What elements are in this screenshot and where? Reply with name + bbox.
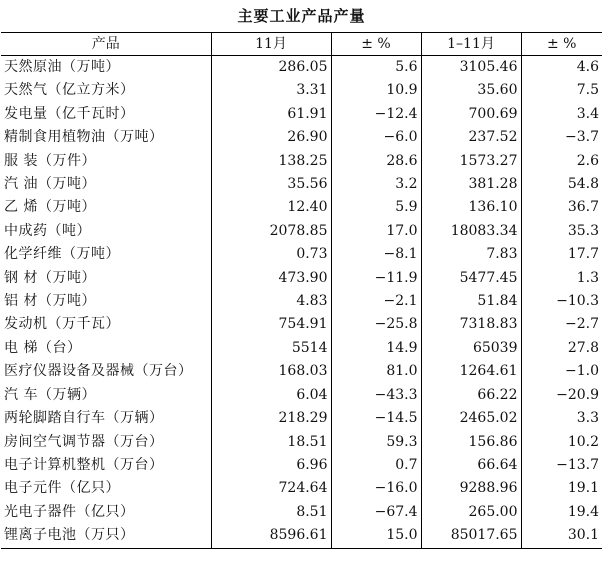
cumulative-value-cell: 9288.96 — [421, 477, 521, 500]
product-name-cell: 汽 油（万吨） — [4, 176, 96, 193]
month-change-cell: −67.4 — [331, 501, 421, 524]
cumulative-change-cell: 17.7 — [521, 243, 602, 266]
month-change-cell: 5.9 — [331, 196, 421, 219]
cumulative-value-cell: 7318.83 — [421, 313, 521, 336]
product-name-cell: 天然气（亿立方米） — [4, 82, 135, 99]
cumulative-change-cell: 1.3 — [521, 267, 602, 290]
table-row — [1, 126, 602, 149]
product-name-cell: 电 梯（台） — [4, 339, 82, 356]
cumulative-value-cell: 51.84 — [421, 290, 521, 313]
month-change-cell: 59.3 — [331, 431, 421, 454]
cumulative-value-cell: 66.64 — [421, 454, 521, 477]
product-name-cell: 发电量（亿千瓦时） — [4, 105, 135, 122]
cumulative-value-cell: 381.28 — [421, 173, 521, 196]
table-row — [1, 431, 602, 454]
month-value-cell: 8.51 — [211, 501, 331, 524]
cumulative-value-cell: 1573.27 — [421, 150, 521, 173]
month-value-cell: 8596.61 — [211, 524, 331, 548]
month-value-cell: 3.31 — [211, 79, 331, 102]
cumulative-value-cell: 5477.45 — [421, 267, 521, 290]
header-product: 产品 — [1, 33, 211, 56]
product-name-cell: 电子计算机整机（万台） — [4, 456, 164, 473]
product-name-cell: 两轮脚踏自行车（万辆） — [4, 410, 164, 427]
cumulative-change-cell: −10.3 — [521, 290, 602, 313]
month-change-cell: −12.4 — [331, 103, 421, 126]
table-row — [1, 384, 602, 407]
header-row — [1, 33, 602, 56]
month-change-cell: 10.9 — [331, 79, 421, 102]
cumulative-change-cell: 2.6 — [521, 150, 602, 173]
month-change-cell: −6.0 — [331, 126, 421, 149]
table-row — [1, 243, 602, 266]
month-value-cell: 286.05 — [211, 56, 331, 80]
month-value-cell: 6.04 — [211, 384, 331, 407]
table-row — [1, 477, 602, 500]
month-value-cell: 5514 — [211, 337, 331, 360]
month-value-cell: 724.64 — [211, 477, 331, 500]
cumulative-change-cell: 4.6 — [521, 56, 602, 80]
cumulative-change-cell: 7.5 — [521, 79, 602, 102]
product-name-cell: 钢 材（万吨） — [4, 269, 96, 286]
product-name-cell: 光电子器件（亿只） — [4, 503, 135, 520]
cumulative-change-cell: 54.8 — [521, 173, 602, 196]
table-row — [1, 290, 602, 313]
product-name-cell: 精制食用植物油（万吨） — [4, 129, 164, 146]
cumulative-change-cell: 36.7 — [521, 196, 602, 219]
production-table — [1, 32, 602, 549]
header-month-pct: ± % — [331, 33, 421, 56]
table-row — [1, 103, 602, 126]
month-change-cell: 17.0 — [331, 220, 421, 243]
product-name-cell: 电子元件（亿只） — [4, 480, 120, 497]
month-value-cell: 138.25 — [211, 150, 331, 173]
cumulative-value-cell: 156.86 — [421, 431, 521, 454]
product-name-cell: 汽 车（万辆） — [4, 386, 96, 403]
cumulative-value-cell: 1264.61 — [421, 360, 521, 383]
cumulative-change-cell: 10.2 — [521, 431, 602, 454]
cumulative-change-cell: 27.8 — [521, 337, 602, 360]
table-row — [1, 337, 602, 360]
cumulative-value-cell: 3105.46 — [421, 56, 521, 80]
month-value-cell: 61.91 — [211, 103, 331, 126]
month-change-cell: −16.0 — [331, 477, 421, 500]
table-body — [1, 56, 602, 549]
cumulative-change-cell: 3.4 — [521, 103, 602, 126]
month-value-cell: 0.73 — [211, 243, 331, 266]
table-row — [1, 267, 602, 290]
table-row — [1, 501, 602, 524]
product-name-cell: 医疗仪器设备及器械（万台） — [4, 363, 193, 380]
cumulative-change-cell: 3.3 — [521, 407, 602, 430]
cumulative-value-cell: 66.22 — [421, 384, 521, 407]
cumulative-value-cell: 35.60 — [421, 79, 521, 102]
cumulative-value-cell: 2465.02 — [421, 407, 521, 430]
header-cumulative-pct: ± % — [521, 33, 602, 56]
table-row — [1, 196, 602, 219]
product-name-cell: 化学纤维（万吨） — [4, 246, 120, 263]
month-change-cell: −25.8 — [331, 313, 421, 336]
cumulative-value-cell: 7.83 — [421, 243, 521, 266]
cumulative-change-cell: −2.7 — [521, 313, 602, 336]
cumulative-value-cell: 85017.65 — [421, 524, 521, 548]
cumulative-change-cell: −1.0 — [521, 360, 602, 383]
month-change-cell: −14.5 — [331, 407, 421, 430]
cumulative-value-cell: 18083.34 — [421, 220, 521, 243]
month-change-cell: −2.1 — [331, 290, 421, 313]
month-change-cell: −43.3 — [331, 384, 421, 407]
table-row — [1, 220, 602, 243]
product-name-cell: 发动机（万千瓦） — [4, 316, 120, 333]
cumulative-change-cell: −3.7 — [521, 126, 602, 149]
table-row — [1, 79, 602, 102]
cumulative-change-cell: 19.1 — [521, 477, 602, 500]
month-value-cell: 2078.85 — [211, 220, 331, 243]
header-cumulative: 1–11月 — [421, 33, 521, 56]
month-value-cell: 18.51 — [211, 431, 331, 454]
table-title: 主要工业产品产量 — [237, 7, 366, 25]
product-name-cell: 房间空气调节器（万台） — [4, 433, 164, 450]
product-name-cell: 服 装（万件） — [4, 152, 96, 169]
month-value-cell: 473.90 — [211, 267, 331, 290]
cumulative-value-cell: 136.10 — [421, 196, 521, 219]
month-change-cell: −8.1 — [331, 243, 421, 266]
cumulative-value-cell: 65039 — [421, 337, 521, 360]
table-row — [1, 173, 602, 196]
product-name-cell: 天然原油（万吨） — [4, 59, 120, 75]
cumulative-change-cell: 35.3 — [521, 220, 602, 243]
month-value-cell: 218.29 — [211, 407, 331, 430]
month-change-cell: 15.0 — [331, 524, 421, 548]
month-change-cell: 81.0 — [331, 360, 421, 383]
table-row — [1, 313, 602, 336]
product-name-cell: 锂离子电池（万只） — [1, 524, 211, 548]
cumulative-value-cell: 265.00 — [421, 501, 521, 524]
month-value-cell: 6.96 — [211, 454, 331, 477]
table-row — [1, 56, 602, 80]
month-change-cell: 14.9 — [331, 337, 421, 360]
table-row — [1, 454, 602, 477]
cumulative-value-cell: 237.52 — [421, 126, 521, 149]
month-change-cell: −11.9 — [331, 267, 421, 290]
month-value-cell: 26.90 — [211, 126, 331, 149]
cumulative-change-cell: 19.4 — [521, 501, 602, 524]
cumulative-change-cell: 30.1 — [521, 524, 602, 548]
month-value-cell: 754.91 — [211, 313, 331, 336]
product-name-cell: 中成药（吨） — [4, 222, 91, 239]
month-value-cell: 4.83 — [211, 290, 331, 313]
header-month: 11月 — [211, 33, 331, 56]
month-change-cell: 3.2 — [331, 173, 421, 196]
month-value-cell: 168.03 — [211, 360, 331, 383]
table-row — [1, 407, 602, 430]
table-row — [1, 150, 602, 173]
month-change-cell: 5.6 — [331, 56, 421, 80]
table-row — [1, 524, 602, 548]
table-row — [1, 360, 602, 383]
product-name-cell: 铝 材（万吨） — [4, 293, 96, 310]
product-name-cell: 乙 烯（万吨） — [4, 199, 96, 216]
month-value-cell: 12.40 — [211, 196, 331, 219]
cumulative-value-cell: 700.69 — [421, 103, 521, 126]
cumulative-change-cell: −20.9 — [521, 384, 602, 407]
cumulative-change-cell: −13.7 — [521, 454, 602, 477]
month-change-cell: 28.6 — [331, 150, 421, 173]
month-change-cell: 0.7 — [331, 454, 421, 477]
month-value-cell: 35.56 — [211, 173, 331, 196]
